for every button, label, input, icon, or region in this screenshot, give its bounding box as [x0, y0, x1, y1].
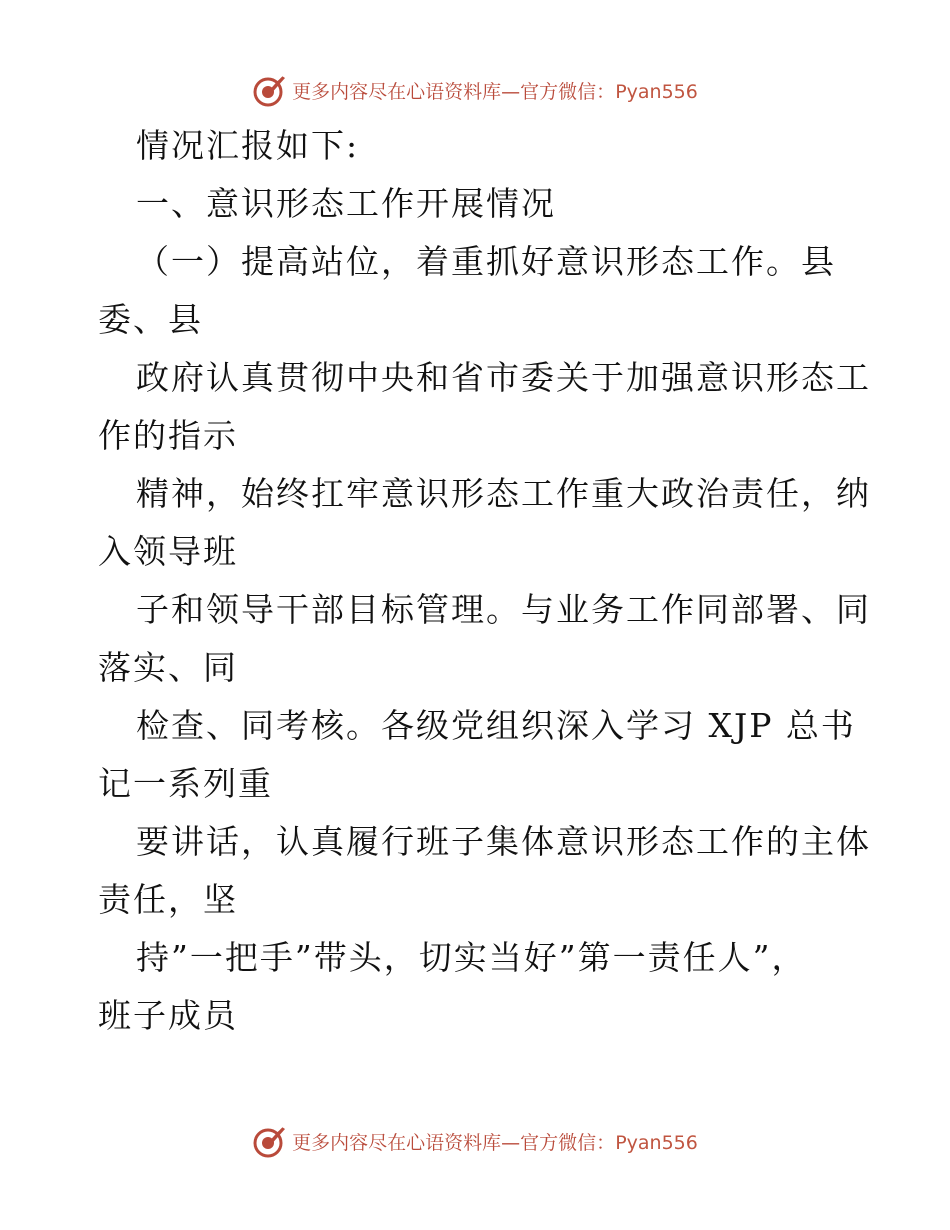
watermark-text: 更多内容尽在心语资料库—官方微信：Pyan556: [292, 1131, 698, 1154]
text-line: 委、县: [98, 300, 203, 339]
text-line: 子和领导干部目标管理。与业务工作同部署、同: [136, 590, 871, 629]
section-heading: 一、意识形态工作开展情况: [136, 184, 556, 223]
text-line: 检查、同考核。各级党组织深入学习 XJP 总书: [136, 706, 856, 745]
text-line: 作的指示: [98, 416, 238, 455]
quill-logo-icon: [252, 1123, 288, 1159]
text-line: 精神，始终扛牢意识形态工作重大政治责任，纳: [136, 474, 871, 513]
header-watermark: [0, 70, 950, 110]
text-line: 记一系列重: [98, 764, 273, 803]
text-line: 班子成员: [98, 996, 238, 1035]
watermark-text: 更多内容尽在心语资料库—官方微信：Pyan556: [292, 80, 698, 103]
text-line: 入领导班: [98, 532, 238, 571]
text-line: 落实、同: [98, 648, 238, 687]
text-line: 责任，坚: [98, 880, 238, 919]
text-line: 持”一把手”带头，切实当好”第一责任人”，: [136, 938, 807, 977]
quill-logo-icon: [252, 72, 288, 108]
text-line: 要讲话，认真履行班子集体意识形态工作的主体: [136, 822, 871, 861]
document-body: [98, 117, 871, 1045]
text-line: （一）提高站位，着重抓好意识形态工作。县: [136, 242, 836, 281]
footer-watermark: [0, 1121, 950, 1161]
text-line: 情况汇报如下:: [136, 126, 360, 165]
text-line: 政府认真贯彻中央和省市委关于加强意识形态工: [136, 358, 871, 397]
